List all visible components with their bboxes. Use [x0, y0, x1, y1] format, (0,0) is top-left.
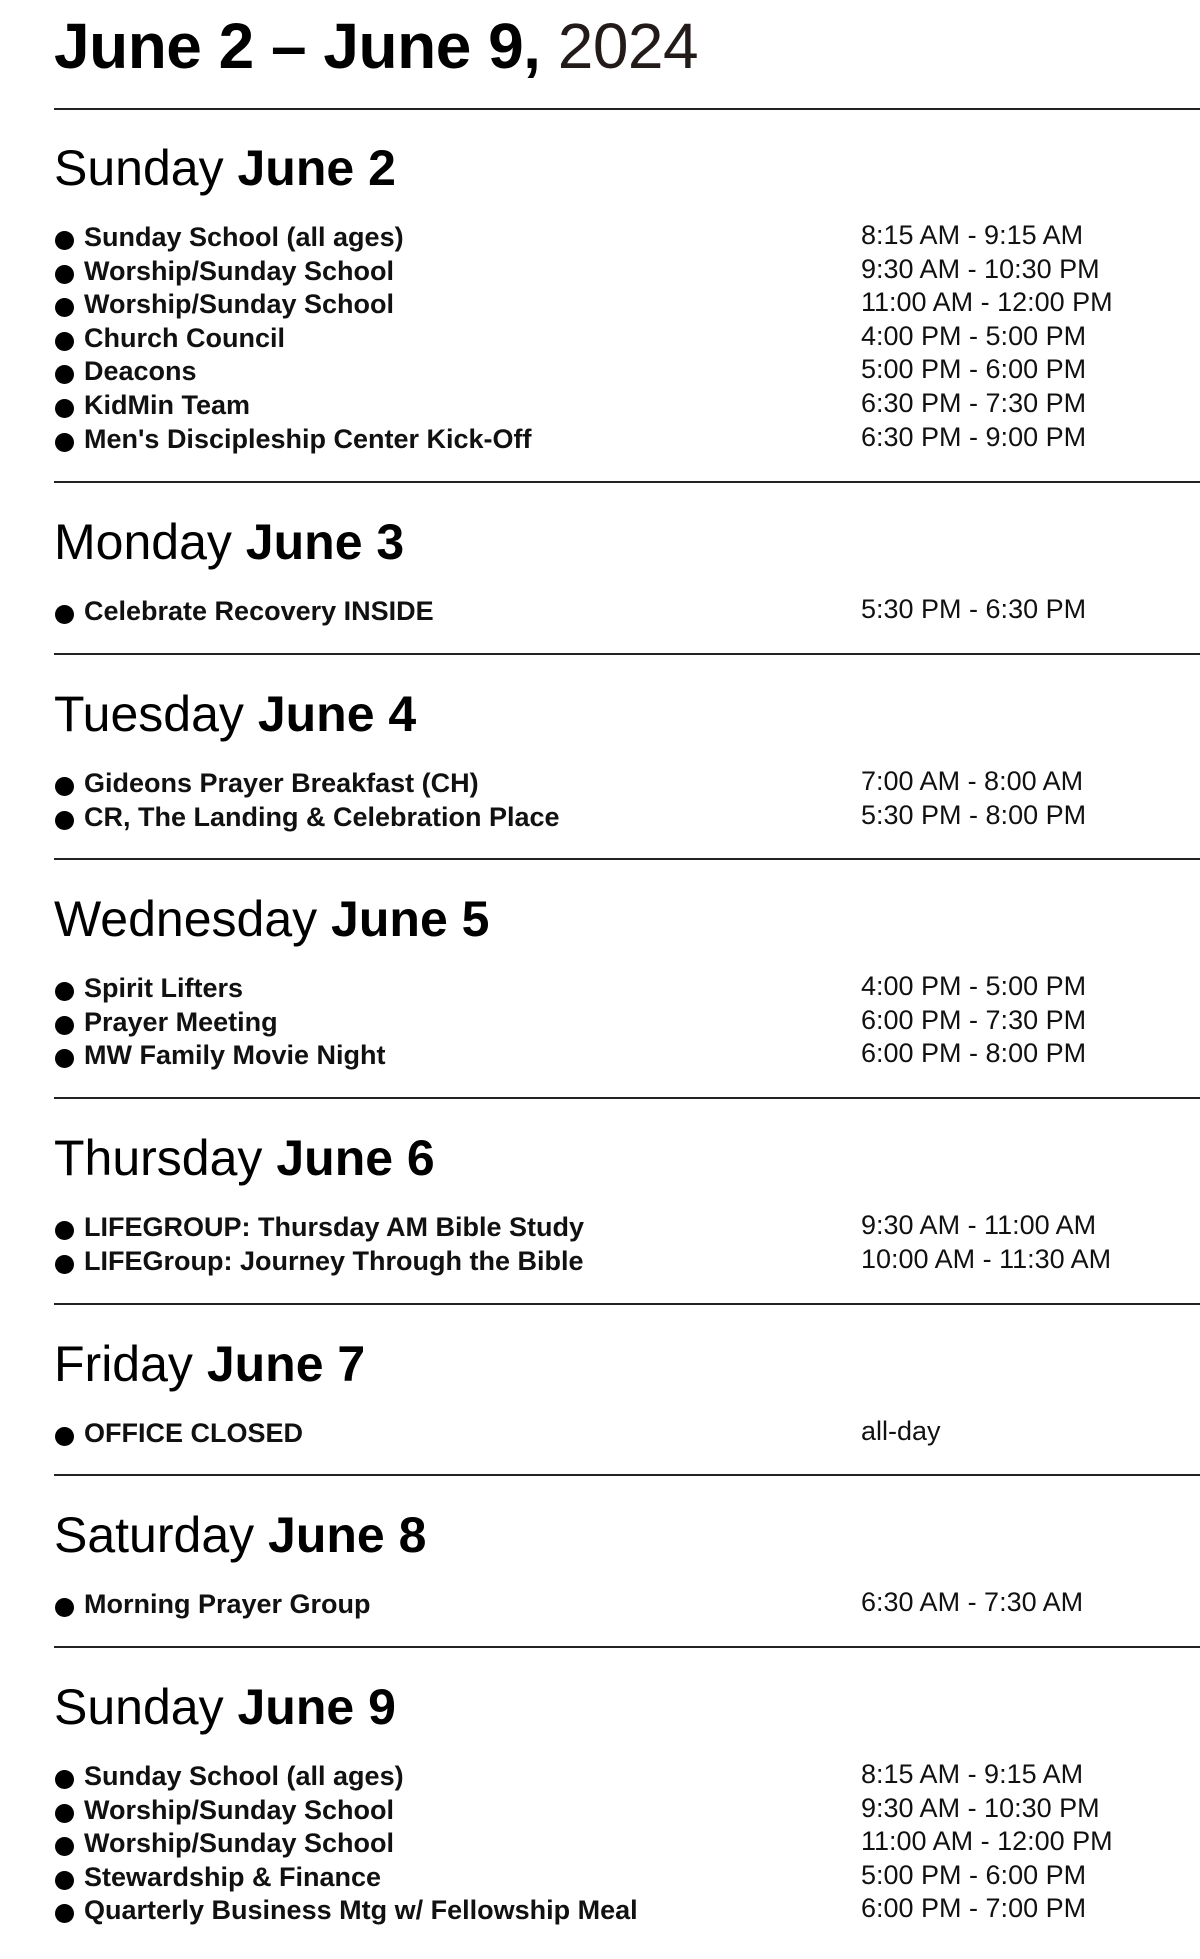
bullet-icon: [55, 777, 74, 796]
page-title: [54, 6, 698, 86]
event-name: Deacons: [84, 356, 197, 387]
event-item: [0, 220, 1200, 254]
event-name: Worship/Sunday School: [84, 255, 395, 286]
event-name: Stewardship & Finance: [84, 1861, 382, 1892]
event-item: [0, 287, 1200, 321]
event-item: [0, 254, 1200, 288]
event-item: [0, 766, 1200, 800]
event-time: 9:30 AM - 10:30 PM: [861, 253, 1100, 284]
day-date: June 2: [237, 140, 396, 196]
day-weekday: Saturday: [54, 1507, 255, 1563]
day-heading: [54, 1334, 365, 1394]
section-divider: [54, 653, 1200, 655]
event-item: [0, 321, 1200, 355]
event-time: 5:30 PM - 6:30 PM: [861, 594, 1087, 624]
day-date: June 9: [237, 1679, 396, 1735]
day-date: June 7: [206, 1336, 366, 1392]
event-item: [0, 1860, 1200, 1894]
event-name: Worship/Sunday School: [84, 1794, 395, 1825]
event-name: Men's Discipleship Center Kick-Off: [84, 423, 532, 454]
bullet-icon: [55, 1904, 74, 1923]
event-item: [0, 354, 1200, 388]
event-name: Worship/Sunday School: [84, 289, 395, 320]
day-date: June 8: [268, 1507, 427, 1563]
bullet-icon: [55, 433, 74, 452]
event-item: [0, 388, 1200, 422]
day-weekday: Monday: [54, 514, 232, 570]
event-item: [0, 1210, 1200, 1244]
event-name: Prayer Meeting: [84, 1006, 278, 1037]
event-time: 5:00 PM - 6:00 PM: [861, 1859, 1087, 1890]
event-time: 9:30 AM - 10:30 PM: [861, 1792, 1100, 1823]
event-name: Sunday School (all ages): [84, 1761, 404, 1791]
event-item: [0, 1038, 1200, 1072]
event-time: 11:00 AM - 12:00 PM: [861, 1826, 1113, 1857]
day-heading: [54, 1505, 426, 1565]
day-heading: [54, 684, 416, 744]
bullet-icon: [55, 298, 74, 317]
section-divider: [54, 1646, 1200, 1648]
event-item: [0, 594, 1200, 628]
bullet-icon: [55, 1221, 74, 1240]
event-name: OFFICE CLOSED: [84, 1418, 304, 1448]
bullet-icon: [55, 332, 74, 351]
bullet-icon: [55, 1871, 74, 1890]
event-item: [0, 1793, 1200, 1827]
bullet-icon: [55, 231, 74, 250]
event-time: 11:00 AM - 12:00 PM: [861, 287, 1113, 318]
event-item: [0, 1893, 1200, 1927]
bullet-icon: [55, 1016, 74, 1035]
section-divider: [54, 1097, 1200, 1099]
event-time: 10:00 AM - 11:30 AM: [861, 1243, 1112, 1274]
event-name: Spirit Lifters: [84, 973, 244, 1003]
event-name: Quarterly Business Mtg w/ Fellowship Meal: [84, 1895, 638, 1926]
bullet-icon: [55, 1427, 74, 1446]
event-time: 4:00 PM - 5:00 PM: [861, 971, 1087, 1001]
event-time: 8:15 AM - 9:15 AM: [861, 220, 1084, 250]
bullet-icon: [55, 1770, 74, 1789]
bullet-icon: [55, 982, 74, 1001]
event-name: LIFEGROUP: Thursday AM Bible Study: [84, 1212, 585, 1242]
event-name: Celebrate Recovery INSIDE: [84, 596, 434, 626]
event-name: Sunday School (all ages): [84, 222, 404, 252]
event-item: [0, 1826, 1200, 1860]
event-time: 6:30 PM - 9:00 PM: [861, 421, 1087, 452]
event-item: [0, 971, 1200, 1005]
bullet-icon: [55, 1049, 74, 1068]
event-name: CR, The Landing & Celebration Place: [84, 801, 560, 832]
event-time: 4:00 PM - 5:00 PM: [861, 320, 1087, 351]
event-time: 5:30 PM - 8:00 PM: [861, 799, 1087, 830]
bullet-icon: [55, 265, 74, 284]
day-weekday: Wednesday: [54, 891, 318, 947]
event-item: [0, 1005, 1200, 1039]
bullet-icon: [55, 811, 74, 830]
bullet-icon: [55, 1255, 74, 1274]
section-divider: [54, 1303, 1200, 1305]
day-heading: [54, 512, 404, 572]
event-time: 8:15 AM - 9:15 AM: [861, 1759, 1084, 1789]
section-divider: [54, 481, 1200, 483]
event-time: 5:00 PM - 6:00 PM: [861, 354, 1087, 385]
section-divider: [54, 1474, 1200, 1476]
day-weekday: Friday: [54, 1336, 193, 1392]
bullet-icon: [55, 1837, 74, 1856]
event-item: [0, 1244, 1200, 1278]
event-item: [0, 1416, 1200, 1450]
event-time: 6:00 PM - 8:00 PM: [861, 1038, 1087, 1069]
day-heading: [54, 889, 489, 949]
day-date: June 5: [331, 891, 490, 947]
event-name: Morning Prayer Group: [84, 1589, 371, 1619]
event-time: 7:00 AM - 8:00 AM: [861, 766, 1084, 796]
day-heading: [54, 1128, 435, 1188]
event-name: KidMin Team: [84, 390, 251, 420]
day-date: June 4: [257, 686, 417, 742]
section-divider: [54, 108, 1200, 110]
day-weekday: Thursday: [54, 1130, 263, 1186]
section-divider: [54, 858, 1200, 860]
event-name: Gideons Prayer Breakfast (CH): [84, 768, 479, 798]
event-name: MW Family Movie Night: [84, 1040, 386, 1071]
event-time: 6:00 PM - 7:30 PM: [861, 1004, 1087, 1035]
event-time: 9:30 AM - 11:00 AM: [861, 1210, 1097, 1240]
day-heading: [54, 138, 396, 198]
event-name: LIFEGroup: Journey Through the Bible: [84, 1245, 584, 1276]
bullet-icon: [55, 399, 74, 418]
event-item: [0, 422, 1200, 456]
event-time: all-day: [861, 1416, 941, 1446]
event-item: [0, 1587, 1200, 1621]
event-time: 6:30 PM - 7:30 PM: [861, 388, 1087, 418]
event-time: 6:30 AM - 7:30 AM: [861, 1587, 1084, 1617]
event-name: Church Council: [84, 322, 285, 353]
day-date: June 6: [276, 1130, 435, 1186]
date-range: June 2 – June 9,: [54, 10, 541, 82]
year: 2024: [557, 10, 699, 82]
day-weekday: Sunday: [54, 140, 224, 196]
day-weekday: Tuesday: [54, 686, 244, 742]
event-name: Worship/Sunday School: [84, 1828, 395, 1859]
day-date: June 3: [245, 514, 405, 570]
event-time: 6:00 PM - 7:00 PM: [861, 1893, 1087, 1924]
bullet-icon: [55, 605, 74, 624]
bullet-icon: [55, 1804, 74, 1823]
bullet-icon: [55, 365, 74, 384]
day-weekday: Sunday: [54, 1679, 224, 1735]
event-item: [0, 800, 1200, 834]
day-heading: [54, 1677, 396, 1737]
bullet-icon: [55, 1598, 74, 1617]
event-item: [0, 1759, 1200, 1793]
